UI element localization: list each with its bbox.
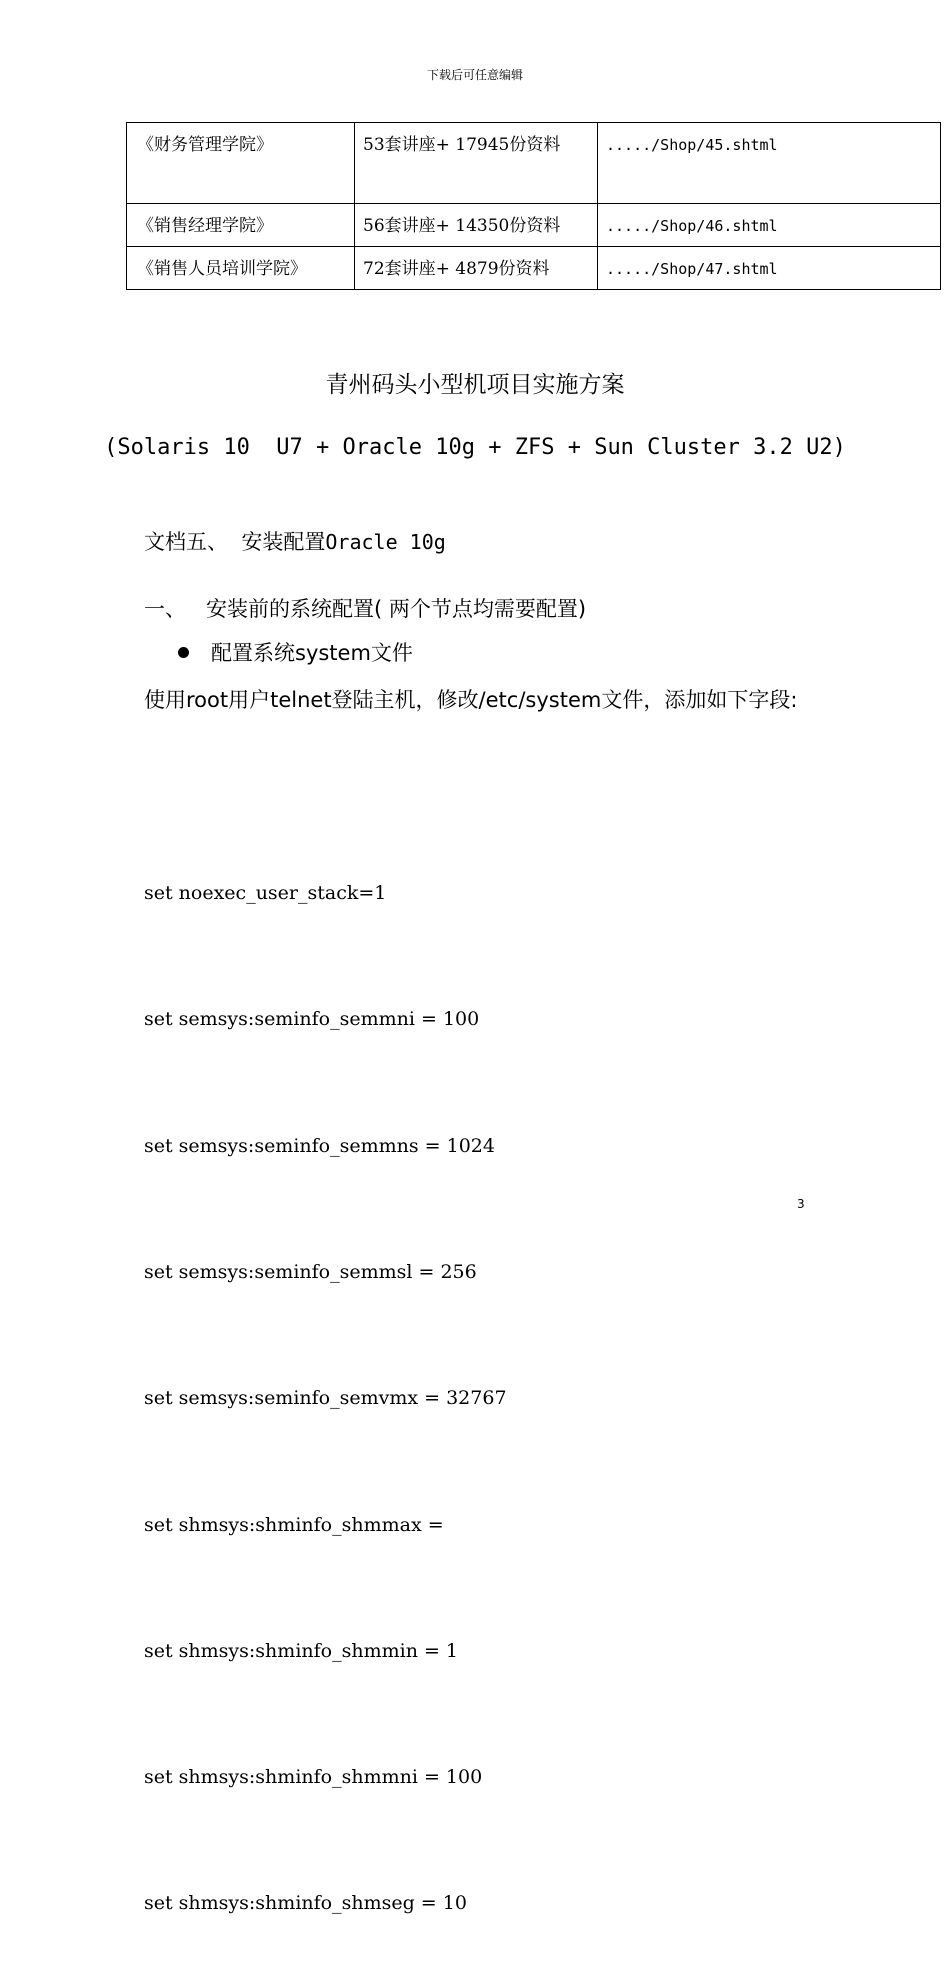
table-cell-name: 《销售人员培训学院》 [127,247,355,290]
bullet-item [178,637,413,667]
code-line: set semsys:seminfo_semmsl = 256 [144,1261,477,1284]
table-cell-desc: 53套讲座+ 17945份资料 [355,123,598,204]
section-heading [144,526,446,556]
page-header: 下载后可任意编辑 [426,68,523,82]
code-line: set shmsys:shminfo_shmmax = [144,1513,444,1536]
table-cell-name: 《销售经理学院》 [127,204,355,247]
section-label: 文档五、 安装配置 [144,530,326,554]
table-cell-url[interactable]: ...../Shop/46.shtml [598,204,941,247]
code-line: set shmsys:shminfo_shmseg = 10 [144,1892,467,1915]
doc-title: 青州码头小型机项目实施方案 [325,372,625,398]
page-number: 3 [797,1197,805,1211]
table-cell-url[interactable]: ...../Shop/45.shtml [598,123,941,204]
code-line: set shmsys:shminfo_shmmin = 1 [144,1639,459,1662]
code-block [144,788,507,1967]
resource-table [126,122,941,290]
table-row [127,247,941,290]
sub-heading: 一、 安装前的系统配置( 两个节点均需要配置) [144,597,587,621]
code-line: set shmsys:shminfo_shmmni = 100 [144,1766,483,1789]
table-cell-desc: 56套讲座+ 14350份资料 [355,204,598,247]
code-line: set semsys:seminfo_semmni = 100 [144,1008,480,1031]
table-cell-url[interactable]: ...../Shop/47.shtml [598,247,941,290]
bullet-dot-icon [178,647,189,658]
table-row [127,123,941,204]
table-cell-name: 《财务管理学院》 [127,123,355,204]
doc-subtitle: (Solaris 10 U7 + Oracle 10g + ZFS + Sun Cluster 3.2 U2) [104,435,846,460]
code-line: set semsys:seminfo_semmns = 1024 [144,1134,495,1157]
code-line: set noexec_user_stack=1 [144,882,387,905]
bullet-text: 配置系统system文件 [211,641,413,665]
table-cell-desc: 72套讲座+ 4879份资料 [355,247,598,290]
section-product: Oracle 10g [325,530,446,554]
table-row [127,204,941,247]
code-line: set semsys:seminfo_semvmx = 32767 [144,1387,507,1410]
body-paragraph: 使用root用户telnet登陆主机，修改/etc/system文件，添加如下字段: [144,688,798,712]
